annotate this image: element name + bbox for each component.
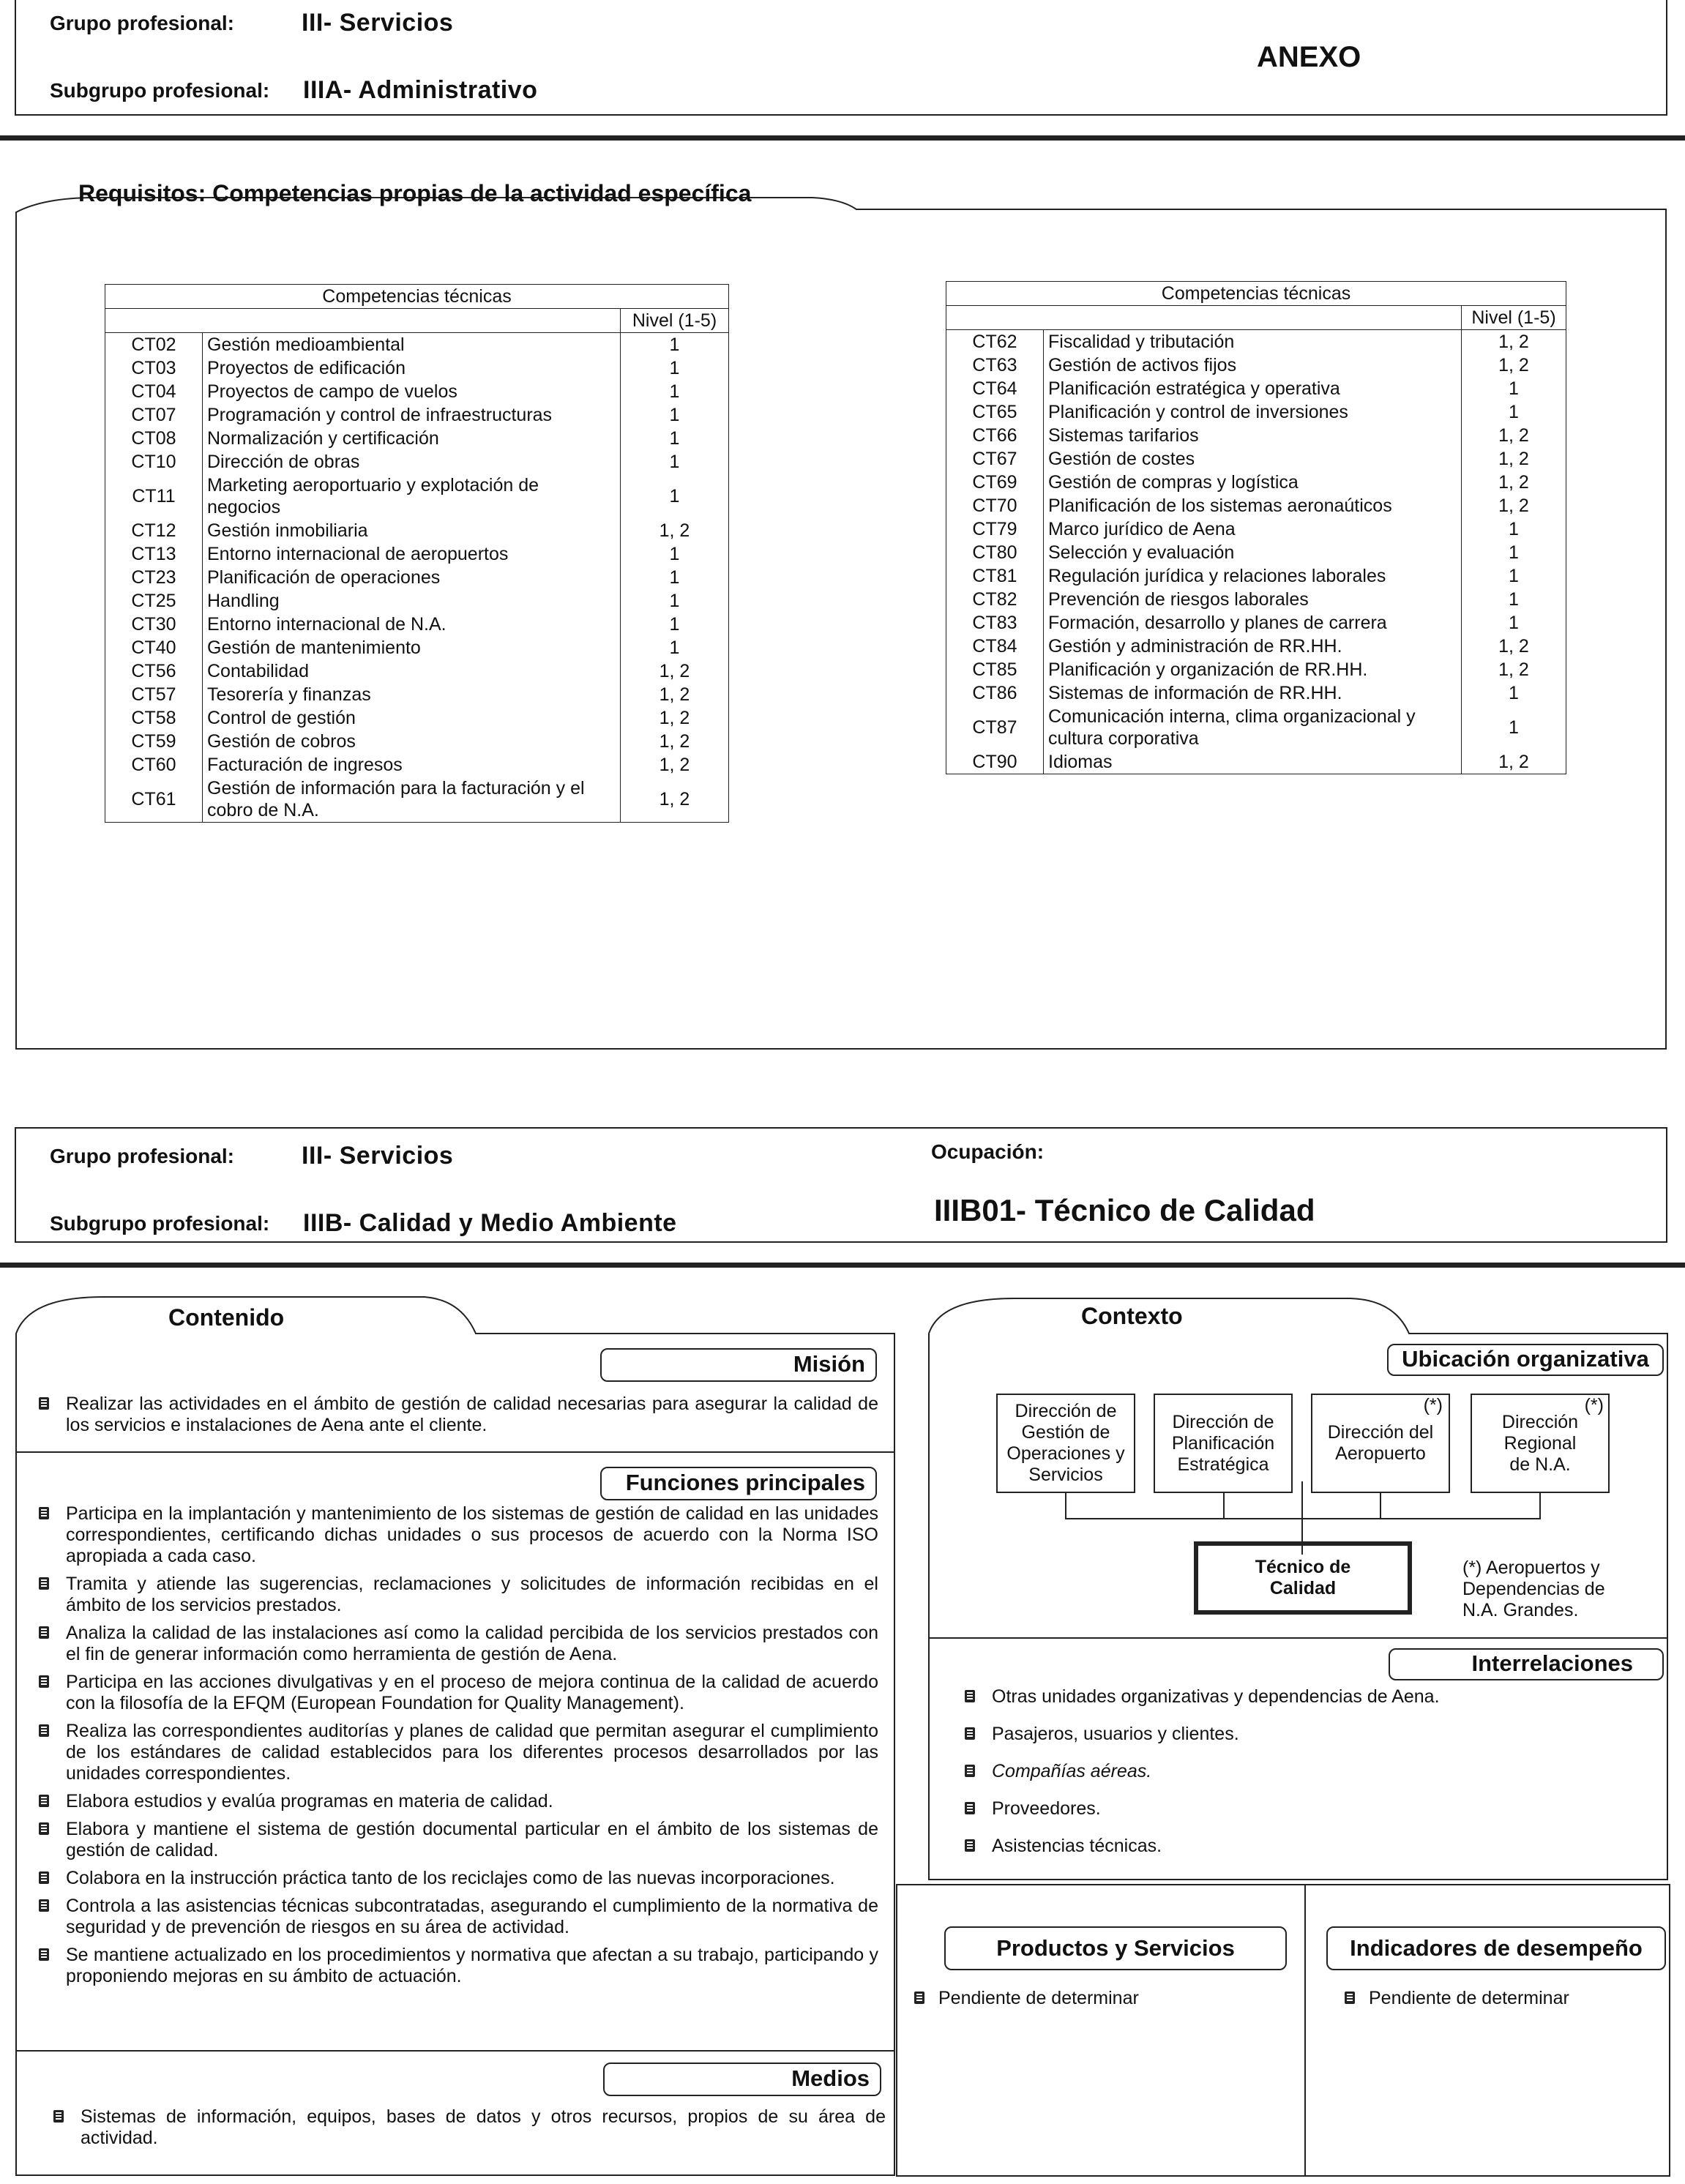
header-occupation	[15, 1127, 1667, 1243]
competency-name: Gestión y administración de RR.HH.	[1044, 635, 1462, 658]
org-box-aeropuerto	[1311, 1394, 1450, 1493]
table-row	[105, 659, 729, 683]
competency-level: 1, 2	[1462, 354, 1566, 377]
competency-name: Fiscalidad y tributación	[1044, 330, 1462, 354]
competency-name: Gestión de compras y logística	[1044, 471, 1462, 494]
competency-level: 1	[1462, 377, 1566, 400]
divider	[0, 1263, 1685, 1268]
competency-level: 1	[1462, 541, 1566, 564]
indicadores-block	[1340, 1988, 1662, 2016]
competency-name: Dirección de obras	[203, 450, 621, 474]
table-row	[946, 400, 1566, 424]
contexto-title: Contexto	[1081, 1303, 1183, 1329]
bullet-icon	[37, 1505, 51, 1521]
competency-code: CT59	[105, 730, 203, 753]
org-box-label: Dirección del Aeropuerto	[1327, 1422, 1434, 1464]
table-row	[105, 730, 729, 753]
medios-heading: Medios	[603, 2063, 881, 2096]
table-row	[946, 750, 1566, 774]
table-row	[105, 613, 729, 636]
interrelacion-item	[955, 1761, 1658, 1782]
table-row	[946, 705, 1566, 750]
competency-level: 1, 2	[621, 753, 729, 777]
table-row	[105, 566, 729, 589]
competency-level: 1, 2	[621, 519, 729, 542]
competency-level: 1	[621, 403, 729, 427]
competency-level: 1, 2	[621, 777, 729, 823]
org-box-regional	[1471, 1394, 1610, 1493]
competency-code: CT08	[105, 427, 203, 450]
bullet-icon	[37, 1792, 51, 1809]
bullet-icon	[37, 1624, 51, 1640]
competencias-table-right	[946, 281, 1566, 774]
table-row	[105, 777, 729, 823]
productos-section	[896, 1884, 1306, 2177]
competency-name: Programación y control de infraestructuras	[203, 403, 621, 427]
table-row	[105, 450, 729, 474]
competency-code: CT07	[105, 403, 203, 427]
funcion-item	[29, 1819, 878, 1861]
subgrupo-value: IIIB- Calidad y Medio Ambiente	[303, 1209, 677, 1237]
table-row	[946, 588, 1566, 611]
funcion-item-text: Controla a las asistencias técnicas subcontratadas, asegurando el cumplimiento de la normativa de seguridad y de prevención de riesgos en su área de actividad.	[66, 1896, 878, 1937]
anexo-title: ANEXO	[1257, 41, 1361, 73]
funcion-item-text: Elabora y mantiene el sistema de gestión documental particular en el ámbito de los sistemas de gestión de calidad.	[66, 1819, 878, 1860]
competency-level: 1	[621, 613, 729, 636]
table-row	[105, 753, 729, 777]
asterisk-mark: (*)	[1584, 1395, 1604, 1416]
requisitos-title: Requisitos: Competencias propias de la actividad específica	[78, 180, 752, 206]
org-box-planificacion: Dirección de Planificación Estratégica	[1154, 1394, 1293, 1493]
footnote: (*) Aeropuertos y Dependencias de N.A. Grandes.	[1462, 1557, 1605, 1620]
competency-level: 1, 2	[621, 659, 729, 683]
table-row	[105, 706, 729, 730]
interrelacion-item	[955, 1798, 1658, 1820]
table-row	[946, 681, 1566, 705]
interrelaciones-heading: Interrelaciones	[1389, 1648, 1664, 1680]
competency-level: 1, 2	[1462, 471, 1566, 494]
bullet-icon	[37, 1575, 51, 1591]
competency-code: CT62	[946, 330, 1044, 354]
funciones-heading: Funciones principales	[600, 1467, 877, 1500]
productos-heading: Productos y Servicios	[944, 1926, 1287, 1970]
table-row	[946, 611, 1566, 635]
table-row	[105, 333, 729, 357]
competency-code: CT87	[946, 705, 1044, 750]
org-box-label: Dirección Regional de N.A.	[1501, 1411, 1579, 1475]
competency-code: CT03	[105, 356, 203, 380]
ocupacion-label: Ocupación:	[931, 1140, 1045, 1163]
competency-level: 1	[621, 380, 729, 403]
competency-name: Gestión de mantenimiento	[203, 636, 621, 659]
competency-code: CT79	[946, 517, 1044, 541]
bullet-icon	[963, 1688, 977, 1704]
table-row	[946, 471, 1566, 494]
funciones-list	[29, 1503, 878, 1994]
bullet-icon	[37, 1869, 51, 1885]
funcion-item-text: Se mantiene actualizado en los procedimientos y normativa que afectan a su trabajo, participando y proponiendo mejoras en su ámbito de actuación.	[66, 1945, 878, 1986]
competency-name: Selección y evaluación	[1044, 541, 1462, 564]
interrelacion-item-text: Otras unidades organizativas y dependencias de Aena.	[992, 1686, 1440, 1707]
ubicacion-heading: Ubicación organizativa	[1387, 1344, 1664, 1376]
competency-level: 1, 2	[1462, 330, 1566, 354]
bullet-icon	[37, 1673, 51, 1689]
competency-name: Proyectos de campo de vuelos	[203, 380, 621, 403]
subgrupo-value: IIIA- Administrativo	[303, 76, 538, 104]
indicadores-section	[1304, 1884, 1670, 2177]
productos-item	[909, 1988, 1290, 2009]
table-row	[946, 447, 1566, 471]
competency-name: Prevención de riesgos laborales	[1044, 588, 1462, 611]
competency-code: CT60	[105, 753, 203, 777]
competency-name: Normalización y certificación	[203, 427, 621, 450]
competency-level: 1	[1462, 564, 1566, 588]
competency-name: Control de gestión	[203, 706, 621, 730]
level-header: Nivel (1-5)	[1462, 306, 1566, 330]
competency-code: CT13	[105, 542, 203, 566]
competency-name: Marketing aeroportuario y explotación de negocios	[203, 474, 621, 519]
competency-code: CT25	[105, 589, 203, 613]
table-row	[946, 424, 1566, 447]
competency-code: CT83	[946, 611, 1044, 635]
competency-code: CT40	[105, 636, 203, 659]
competency-level: 1	[1462, 611, 1566, 635]
productos-block	[909, 1988, 1290, 2016]
competency-level: 1	[1462, 400, 1566, 424]
competency-code: CT23	[105, 566, 203, 589]
competency-code: CT70	[946, 494, 1044, 517]
competency-level: 1, 2	[1462, 658, 1566, 681]
table-row	[105, 380, 729, 403]
table-row	[946, 517, 1566, 541]
competency-level: 1	[621, 333, 729, 357]
bullet-icon	[912, 1989, 927, 2005]
competency-code: CT56	[105, 659, 203, 683]
competency-code: CT58	[105, 706, 203, 730]
competency-code: CT63	[946, 354, 1044, 377]
competency-name: Proyectos de edificación	[203, 356, 621, 380]
competency-code: CT67	[946, 447, 1044, 471]
competency-name: Formación, desarrollo y planes de carrera	[1044, 611, 1462, 635]
funcion-item-text: Participa en las acciones divulgativas y en el proceso de mejora continua de la calidad de acuerdo con la filosofía de la EFQM (European Foundation for Quality Management).	[66, 1672, 878, 1713]
grupo-value: III- Servicios	[302, 9, 454, 37]
table-row	[946, 494, 1566, 517]
connector	[1065, 1518, 1541, 1519]
asterisk-mark: (*)	[1423, 1395, 1443, 1416]
competency-level: 1	[621, 636, 729, 659]
competency-level: 1, 2	[1462, 447, 1566, 471]
competency-code: CT61	[105, 777, 203, 823]
competency-name: Gestión de costes	[1044, 447, 1462, 471]
level-header: Nivel (1-5)	[621, 309, 729, 333]
funcion-item	[29, 1574, 878, 1616]
funcion-item	[29, 1623, 878, 1665]
table-row	[946, 377, 1566, 400]
mision-heading: Misión	[600, 1348, 877, 1382]
competency-level: 1, 2	[621, 683, 729, 706]
bullet-icon	[37, 1946, 51, 1962]
competency-code: CT57	[105, 683, 203, 706]
table-row	[946, 564, 1566, 588]
competency-name: Regulación jurídica y relaciones laborales	[1044, 564, 1462, 588]
competency-level: 1	[621, 356, 729, 380]
competency-code: CT30	[105, 613, 203, 636]
competency-code: CT82	[946, 588, 1044, 611]
table-row	[105, 474, 729, 519]
competency-name: Comunicación interna, clima organizacional y cultura corporativa	[1044, 705, 1462, 750]
interrelacion-item	[955, 1836, 1658, 1857]
competency-level: 1, 2	[1462, 635, 1566, 658]
mision-block	[29, 1394, 878, 1443]
table-row	[105, 403, 729, 427]
bullet-icon	[963, 1762, 977, 1779]
table-row	[105, 542, 729, 566]
competency-name: Gestión inmobiliaria	[203, 519, 621, 542]
competency-code: CT90	[946, 750, 1044, 774]
competency-name: Gestión medioambiental	[203, 333, 621, 357]
competency-code: CT66	[946, 424, 1044, 447]
medios-block	[44, 2106, 886, 2156]
bullet-icon	[963, 1837, 977, 1853]
funcion-item-text: Tramita y atiende las sugerencias, reclamaciones y solicitudes de información recibidas en el ámbito de los servicios prestados.	[66, 1574, 878, 1615]
bullet-icon	[51, 2108, 66, 2124]
competency-code: CT65	[946, 400, 1044, 424]
interrelaciones-list	[955, 1686, 1658, 1873]
grupo-value: III- Servicios	[302, 1142, 454, 1170]
competency-level: 1	[621, 450, 729, 474]
table-row	[946, 658, 1566, 681]
competency-name: Gestión de cobros	[203, 730, 621, 753]
interrelacion-item-text: Pasajeros, usuarios y clientes.	[992, 1724, 1239, 1744]
medios-item	[44, 2106, 886, 2149]
table-row	[105, 589, 729, 613]
mision-text: Realizar las actividades en el ámbito de gestión de calidad necesarias para asegurar la calidad de los servicios e instalaciones de Aena ante el cliente.	[66, 1394, 878, 1435]
table-row	[946, 541, 1566, 564]
medios-text: Sistemas de información, equipos, bases de datos y otros recursos, propios de su área de actividad.	[81, 2106, 886, 2148]
competency-code: CT10	[105, 450, 203, 474]
funcion-item-text: Elabora estudios y evalúa programas en materia de calidad.	[66, 1791, 553, 1811]
indicadores-text: Pendiente de determinar	[1369, 1988, 1569, 2008]
competency-level: 1	[621, 427, 729, 450]
competency-name: Gestión de activos fijos	[1044, 354, 1462, 377]
funcion-item-text: Colabora en la instrucción práctica tanto de los reciclajes como de las nuevas incorporaciones.	[66, 1868, 835, 1888]
subgrupo-label: Subgrupo profesional:	[50, 79, 270, 102]
competency-name: Tesorería y finanzas	[203, 683, 621, 706]
competency-level: 1, 2	[1462, 750, 1566, 774]
ocupacion-value: IIIB01- Técnico de Calidad	[934, 1193, 1315, 1227]
funcion-item-text: Analiza la calidad de las instalaciones así como la calidad percibida de los servicios prestados con el fin de generar información como herramienta de gestión de Aena.	[66, 1623, 878, 1664]
competency-name: Planificación estratégica y operativa	[1044, 377, 1462, 400]
connector	[1539, 1493, 1541, 1519]
competency-name: Planificación y organización de RR.HH.	[1044, 658, 1462, 681]
grupo-label: Grupo profesional:	[50, 12, 234, 34]
competency-level: 1	[1462, 705, 1566, 750]
competency-code: CT69	[946, 471, 1044, 494]
mision-item	[29, 1394, 878, 1436]
competency-name: Sistemas tarifarios	[1044, 424, 1462, 447]
connector	[1065, 1493, 1066, 1519]
competency-name: Handling	[203, 589, 621, 613]
competency-level: 1	[1462, 588, 1566, 611]
competency-level: 1, 2	[1462, 424, 1566, 447]
table-row	[105, 427, 729, 450]
subgrupo-label: Subgrupo profesional:	[50, 1212, 270, 1235]
table-row	[105, 683, 729, 706]
competency-name: Planificación de operaciones	[203, 566, 621, 589]
bullet-icon	[963, 1725, 977, 1741]
interrelacion-item	[955, 1724, 1658, 1745]
competency-level: 1, 2	[621, 706, 729, 730]
competency-level: 1	[1462, 681, 1566, 705]
interrelacion-item	[955, 1686, 1658, 1708]
competency-level: 1, 2	[621, 730, 729, 753]
productos-text: Pendiente de determinar	[938, 1988, 1139, 2008]
contenido-title: Contenido	[168, 1304, 285, 1331]
competency-name: Entorno internacional de N.A.	[203, 613, 621, 636]
funcion-item	[29, 1945, 878, 1987]
competency-name: Idiomas	[1044, 750, 1462, 774]
divider	[0, 135, 1685, 141]
contexto-section	[926, 1290, 1670, 1881]
competency-level: 1	[621, 474, 729, 519]
competency-code: CT02	[105, 333, 203, 357]
funcion-item	[29, 1868, 878, 1889]
table-row	[946, 330, 1566, 354]
target-position-box: Técnico de Calidad	[1194, 1541, 1412, 1615]
competency-code: CT85	[946, 658, 1044, 681]
indicadores-heading: Indicadores de desempeño	[1326, 1926, 1666, 1970]
bullet-icon	[1342, 1989, 1357, 2005]
bullet-icon	[37, 1395, 51, 1411]
competency-name: Marco jurídico de Aena	[1044, 517, 1462, 541]
org-box-operaciones: Dirección de Gestión de Operaciones y Servicios	[996, 1394, 1135, 1493]
interrelacion-item-text: Proveedores.	[992, 1798, 1101, 1819]
funcion-item	[29, 1503, 878, 1567]
indicadores-item	[1340, 1988, 1662, 2009]
competency-code: CT64	[946, 377, 1044, 400]
connector	[1223, 1493, 1225, 1519]
funcion-item-text: Realiza las correspondientes auditorías y planes de calidad que permitan asegurar el cumplimiento de los estándares de calidad establecidos para los diferentes procesos desarrollados por las unidades correspondientes.	[66, 1721, 878, 1784]
contenido-section	[15, 1290, 896, 2177]
competency-name: Gestión de información para la facturación y el cobro de N.A.	[203, 777, 621, 823]
bullet-icon	[37, 1897, 51, 1913]
table-title: Competencias técnicas	[105, 285, 729, 309]
interrelacion-item-text: Asistencias técnicas.	[992, 1836, 1162, 1856]
bullet-icon	[37, 1820, 51, 1836]
competency-code: CT04	[105, 380, 203, 403]
competency-name: Contabilidad	[203, 659, 621, 683]
competencias-table-left	[105, 284, 729, 823]
grupo-label: Grupo profesional:	[50, 1145, 234, 1167]
connector	[1380, 1493, 1381, 1519]
competency-level: 1	[621, 589, 729, 613]
table-row	[946, 354, 1566, 377]
competency-name: Entorno internacional de aeropuertos	[203, 542, 621, 566]
competency-name: Sistemas de información de RR.HH.	[1044, 681, 1462, 705]
competency-code: CT12	[105, 519, 203, 542]
table-row	[946, 635, 1566, 658]
competency-level: 1	[621, 566, 729, 589]
competency-code: CT80	[946, 541, 1044, 564]
table-row	[105, 519, 729, 542]
table-title: Competencias técnicas	[946, 282, 1566, 306]
competency-name: Facturación de ingresos	[203, 753, 621, 777]
competency-code: CT86	[946, 681, 1044, 705]
competency-level: 1, 2	[1462, 494, 1566, 517]
funcion-item	[29, 1791, 878, 1812]
competency-code: CT84	[946, 635, 1044, 658]
bullet-icon	[37, 1722, 51, 1738]
table-row	[105, 356, 729, 380]
funcion-item	[29, 1672, 878, 1714]
competency-code: CT11	[105, 474, 203, 519]
funcion-item-text: Participa en la implantación y mantenimiento de los sistemas de gestión de calidad en las unidades correspondientes, certificando dichas unidades o sus procesos de acuerdo con la Norma ISO apropiada a cada caso.	[66, 1503, 878, 1566]
bullet-icon	[963, 1800, 977, 1816]
interrelacion-item-text: Compañías aéreas.	[992, 1761, 1152, 1781]
competency-name: Planificación de los sistemas aeronaúticos	[1044, 494, 1462, 517]
competency-name: Planificación y control de inversiones	[1044, 400, 1462, 424]
competency-code: CT81	[946, 564, 1044, 588]
competency-level: 1	[621, 542, 729, 566]
header-top	[15, 0, 1667, 116]
funcion-item	[29, 1896, 878, 1938]
funcion-item	[29, 1721, 878, 1784]
table-row	[105, 636, 729, 659]
competency-level: 1	[1462, 517, 1566, 541]
